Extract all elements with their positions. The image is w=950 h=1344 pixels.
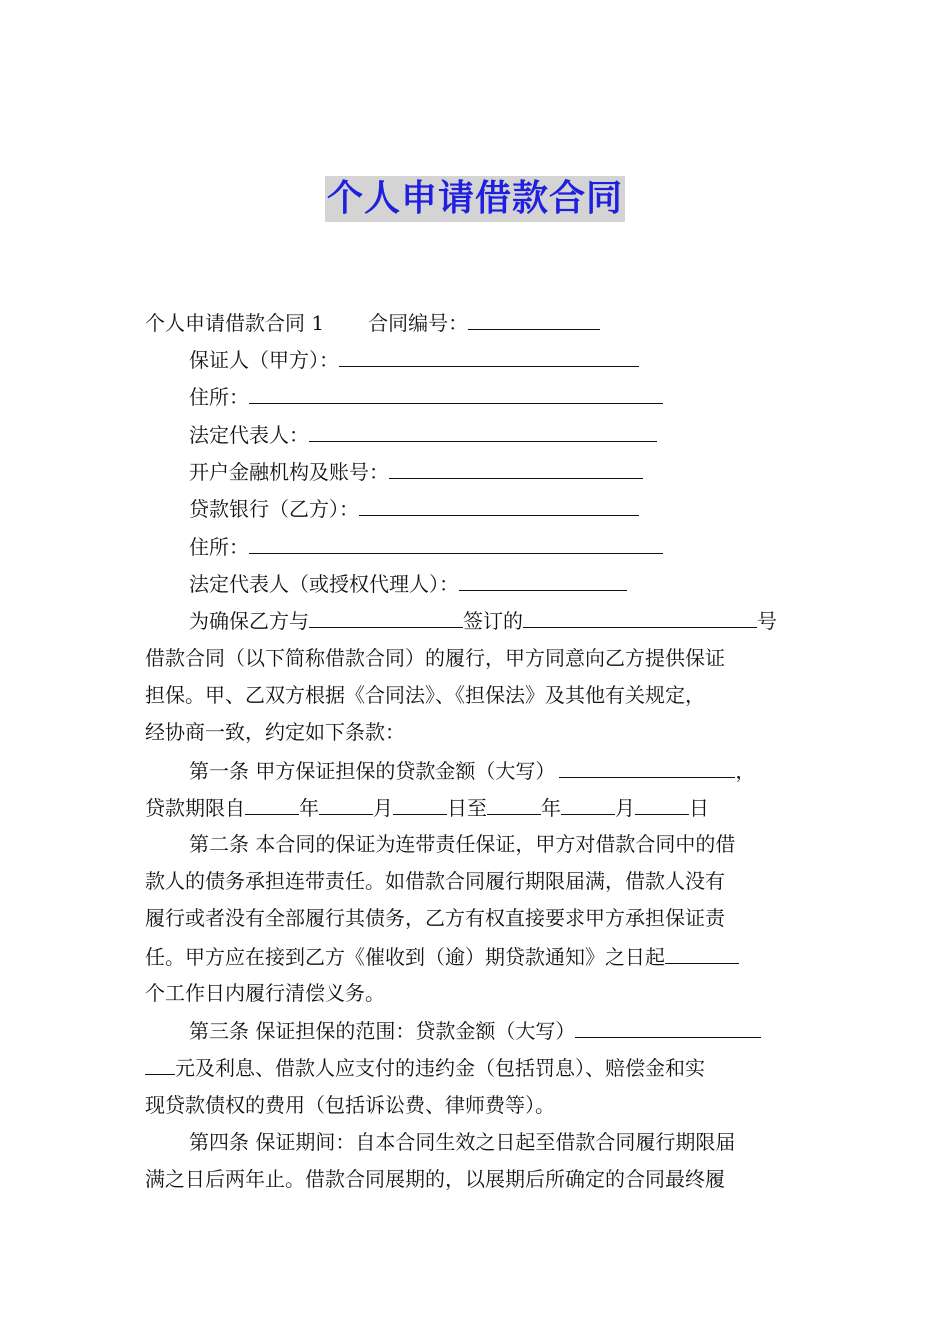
address1-label: 住所： <box>189 385 249 409</box>
bank-account-label: 开户金融机构及账号： <box>189 460 389 484</box>
legal-rep1-blank <box>309 419 657 442</box>
article1-line-2 <box>145 792 709 822</box>
end-month-blank <box>561 792 615 815</box>
legal-rep2-label: 法定代表人（或授权代理人）： <box>189 572 459 596</box>
article2-line-5: 个工作日内履行清偿义务。 <box>145 981 385 1005</box>
header-line <box>145 307 600 337</box>
preamble-line-4: 经协商一致，约定如下条款： <box>145 720 405 744</box>
article3-text-1: 第三条 保证担保的范围：贷款金额（大写） <box>189 1019 576 1043</box>
start-day-blank <box>393 792 447 815</box>
guarantee-amount-blank <box>575 1015 761 1038</box>
article4-line-1: 第四条 保证期间：自本合同生效之日起至借款合同履行期限届 <box>189 1130 736 1154</box>
legal-rep1-label: 法定代表人： <box>189 423 309 447</box>
guarantee-amount-blank-cont <box>145 1052 175 1075</box>
guarantor-blank <box>339 344 639 367</box>
article2-line-2: 款人的债务承担连带责任。如借款合同履行期限届满，借款人没有 <box>145 869 725 893</box>
article3-text-2: 元及利息、借款人应支付的违约金（包括罚息）、赔偿金和实 <box>175 1056 705 1080</box>
month2-label: 月 <box>615 796 635 820</box>
article3-line-1 <box>189 1015 761 1045</box>
legal-rep1-line <box>189 419 657 449</box>
bank-account-blank <box>389 456 643 479</box>
doc-label: 个人申请借款合同 1 <box>145 311 325 335</box>
lender-line <box>189 493 639 523</box>
preamble-line-1 <box>189 605 777 635</box>
day-to-label: 日至 <box>447 796 487 820</box>
legal-rep2-blank <box>459 568 627 591</box>
loan-amount-blank <box>559 755 735 778</box>
contract-no-label: 合同编号： <box>368 311 469 335</box>
start-month-blank <box>319 792 373 815</box>
legal-rep2-line <box>189 568 627 598</box>
guarantor-line <box>189 344 639 374</box>
loan-term-label: 贷款期限自 <box>145 796 245 820</box>
lender-label: 贷款银行（乙方）： <box>189 497 359 521</box>
end-year-blank <box>487 792 541 815</box>
article3-line-2 <box>145 1052 705 1082</box>
article3-line-3: 现贷款债权的费用（包括诉讼费、律师费等）。 <box>145 1093 555 1117</box>
address1-line <box>189 381 663 411</box>
lender-blank <box>359 493 639 516</box>
preamble-text-1: 为确保乙方与 <box>189 609 309 633</box>
preamble-blank-2 <box>523 605 757 628</box>
article1-comma: ， <box>735 759 756 783</box>
contract-no-blank <box>468 307 600 330</box>
preamble-line-2: 借款合同（以下简称借款合同）的履行，甲方同意向乙方提供保证 <box>145 646 725 670</box>
day-label: 日 <box>689 796 709 820</box>
year-label: 年 <box>299 796 319 820</box>
preamble-line-3: 担保。甲、乙双方根据《合同法》、《担保法》及其他有关规定， <box>145 683 705 707</box>
article2-line-3: 履行或者没有全部履行其债务，乙方有权直接要求甲方承担保证责 <box>145 906 725 930</box>
address2-line <box>189 531 663 561</box>
article2-text-4: 任。甲方应在接到乙方《催收到（逾）期贷款通知》之日起 <box>145 945 665 969</box>
workdays-blank <box>665 941 739 964</box>
end-day-blank <box>635 792 689 815</box>
start-year-blank <box>245 792 299 815</box>
preamble-blank-1 <box>309 605 463 628</box>
article2-line-1: 第二条 本合同的保证为连带责任保证，甲方对借款合同中的借 <box>189 832 736 856</box>
address2-label: 住所： <box>189 535 249 559</box>
title-container <box>0 176 950 222</box>
article1-text: 第一条 甲方保证担保的贷款金额（大写） <box>189 759 556 783</box>
month-label: 月 <box>373 796 393 820</box>
address1-blank <box>249 381 663 404</box>
article2-line-4 <box>145 941 739 971</box>
year2-label: 年 <box>541 796 561 820</box>
address2-blank <box>249 531 663 554</box>
article1-line-1 <box>189 755 755 785</box>
document-title: 个人申请借款合同 <box>325 176 625 222</box>
preamble-text-2: 签订的 <box>463 609 523 633</box>
bank-account-line <box>189 456 643 486</box>
guarantor-label: 保证人（甲方）： <box>189 348 339 372</box>
preamble-text-3: 号 <box>757 609 777 633</box>
article4-line-2: 满之日后两年止。借款合同展期的，以展期后所确定的合同最终履 <box>145 1167 725 1191</box>
